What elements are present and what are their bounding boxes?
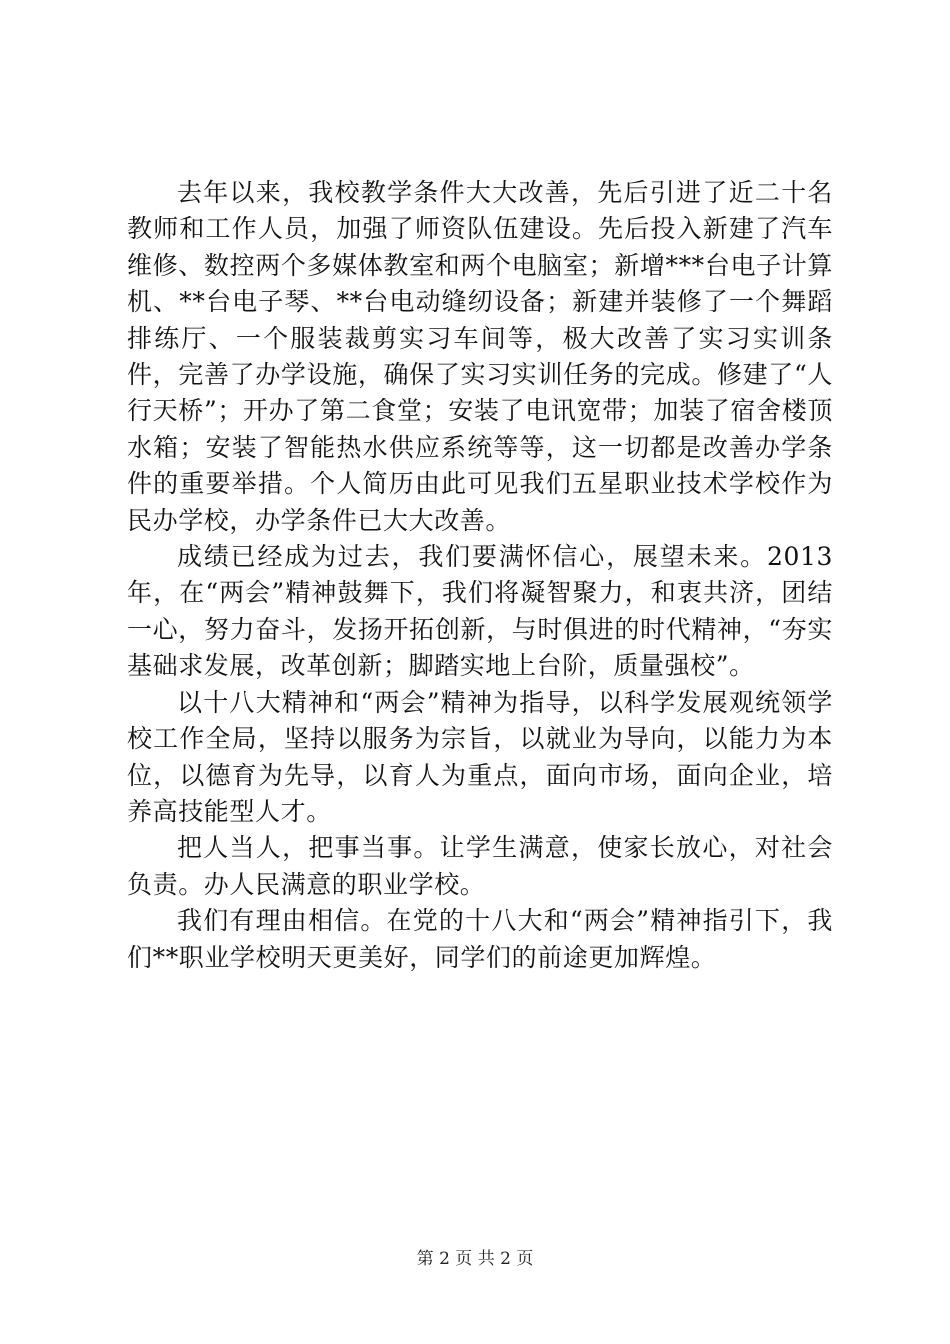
page-footer: 第 2 页 共 2 页: [416, 1249, 534, 1269]
document-body: [127, 175, 833, 976]
paragraph-conclusion: 我们有理由相信。在党的十八大和“两会”精神指引下，我们**职业学校明天更美好，同学们的前途更加辉煌。: [127, 906, 833, 972]
paragraph-future-outlook: 成绩已经成为过去，我们要满怀信心，展望未来。2013年，在“两会”精神鼓舞下，我们将凝智聚力，和衷共济，团结一心，努力奋斗，发扬开拓创新，与时俱进的时代精神，“夯实基础求发展，改革创新；脚踏实地上台阶，质量强校”。: [127, 542, 833, 681]
paragraph-guiding-principles: 以十八大精神和“两会”精神为指导，以科学发展观统领学校工作全局，坚持以服务为宗旨，以就业为导向，以能力为本位，以德育为先导，以育人为重点，面向市场，面向企业，培养高技能型人才。: [127, 687, 833, 826]
paragraph-school-improvements: 去年以来，我校教学条件大大改善，先后引进了近二十名教师和工作人员，加强了师资队伍建设。先后投入新建了汽车维修、数控两个多媒体教室和两个电脑室；新增***台电子计算机、**台电子琴、**台电动缝纫设备；新建并装修了一个舞蹈排练厅、一个服装裁剪实习车间等，极大改善了实习实训条件，完善了办学设施，确保了实习实训任务的完成。修建了“人行天桥”；开办了第二食堂；安装了电讯宽带；加装了宿舍楼顶水箱；安装了智能热水供应系统等等，这一切都是改善办学条件的重要举措。个人简历由此可见我们五星职业技术学校作为民办学校，办学条件已大大改善。: [127, 178, 833, 535]
paragraph-responsibility: 把人当人，把事当事。让学生满意，使家长放心，对社会负责。办人民满意的职业学校。: [127, 833, 833, 899]
